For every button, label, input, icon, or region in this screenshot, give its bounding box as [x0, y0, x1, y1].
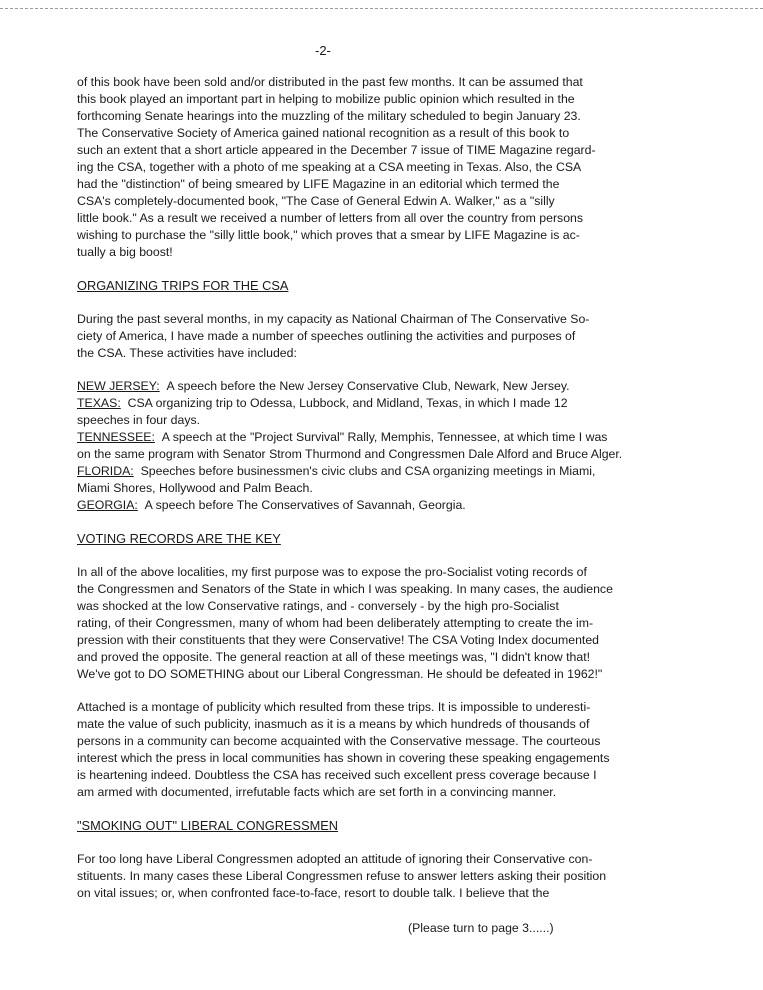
- activity-item-texas: [77, 395, 703, 429]
- text-line: stituents. In many cases these Liberal Congressmen refuse to answer letters asking their position: [77, 869, 607, 883]
- text-line: ciety of America, I have made a number of speeches outlining the activities and purposes of: [77, 329, 576, 343]
- intro-paragraph: [77, 74, 703, 261]
- activity-item-new-jersey: [77, 378, 703, 395]
- organizing-paragraph: [77, 311, 703, 362]
- text-line: had the "distinction" of being smeared by LIFE Magazine in an editorial which termed the: [77, 177, 560, 191]
- activity-item-georgia: [77, 497, 703, 514]
- activity-text: A speech at the "Project Survival" Rally, Memphis, Tennessee, at which time I was: [161, 430, 608, 444]
- text-line: We've got to DO SOMETHING about our Liberal Congressman. He should be defeated in 1962!": [77, 667, 603, 681]
- state-label: TEXAS:: [77, 396, 121, 410]
- text-line: is heartening indeed. Doubtless the CSA has received such excellent press coverage because I: [77, 768, 597, 782]
- page-number: -2-: [315, 43, 331, 58]
- text-line: interest which the press in local communities has shown in covering these speaking engagements: [77, 751, 610, 765]
- state-label: TENNESSEE:: [77, 430, 155, 444]
- activity-text: Speeches before businessmen's civic clubs and CSA organizing meetings in Miami,: [140, 464, 596, 478]
- activity-text: on the same program with Senator Strom Thurmond and Congressmen Dale Alford and Bruce Alger.: [77, 447, 623, 461]
- activity-text: CSA organizing trip to Odessa, Lubbock, and Midland, Texas, in which I made 12: [127, 396, 568, 410]
- text-line: mate the value of such publicity, inasmuch as it is a means by which hundreds of thousands of: [77, 717, 590, 731]
- section-heading-voting-records: VOTING RECORDS ARE THE KEY: [77, 531, 281, 546]
- state-label: NEW JERSEY:: [77, 379, 160, 393]
- text-line: am armed with documented, irrefutable facts which are set forth in a convincing manner.: [77, 785, 557, 799]
- text-line: wishing to purchase the "silly little book," which proves that a smear by LIFE Magazine is ac-: [77, 228, 580, 242]
- text-line: this book played an important part in helping to mobilize public opinion which resulted in the: [77, 92, 575, 106]
- continuation-note: (Please turn to page 3......): [408, 921, 554, 935]
- text-line: such an extent that a short article appeared in the December 7 issue of TIME Magazine regard-: [77, 143, 596, 157]
- text-line: Attached is a montage of publicity which resulted from these trips. It is impossible to underesti-: [77, 700, 591, 714]
- text-line: little book." As a result we received a number of letters from all over the country from persons: [77, 211, 584, 225]
- text-line: The Conservative Society of America gained national recognition as a result of this book to: [77, 126, 570, 140]
- page-top-edge: [0, 0, 763, 9]
- text-line: For too long have Liberal Congressmen adopted an attitude of ignoring their Conservative con-: [77, 852, 593, 866]
- section-heading-smoking-out: "SMOKING OUT" LIBERAL CONGRESSMEN: [77, 818, 339, 833]
- section-heading-organizing-trips: ORGANIZING TRIPS FOR THE CSA: [77, 278, 289, 293]
- text-line: on vital issues; or, when confronted face-to-face, resort to double talk. I believe that the: [77, 886, 550, 900]
- state-label: GEORGIA:: [77, 498, 138, 512]
- text-line: In all of the above localities, my first purpose was to expose the pro-Socialist voting records of: [77, 565, 587, 579]
- text-line: the Congressmen and Senators of the State in which I was speaking. In many cases, the audience: [77, 582, 613, 596]
- activity-text: speeches in four days.: [77, 413, 201, 427]
- text-line: rating, of their Congressmen, many of whom had been deliberately attempting to create the im-: [77, 616, 594, 630]
- activity-list: [77, 378, 703, 514]
- activity-text: Miami Shores, Hollywood and Palm Beach.: [77, 481, 313, 495]
- text-line: persons in a community can become acquainted with the Conservative message. The courteous: [77, 734, 601, 748]
- text-line: pression with their constituents that they were Conservative! The CSA Voting Index documented: [77, 633, 599, 647]
- activity-item-florida: [77, 463, 703, 497]
- text-line: CSA's completely-documented book, "The Case of General Edwin A. Walker," as a "silly: [77, 194, 555, 208]
- activity-item-tennessee: [77, 429, 703, 463]
- voting-paragraph-1: [77, 564, 703, 683]
- text-line: forthcoming Senate hearings into the muzzling of the military scheduled to begin January 23.: [77, 109, 581, 123]
- text-line: During the past several months, in my capacity as National Chairman of The Conservative So-: [77, 312, 590, 326]
- text-line: of this book have been sold and/or distributed in the past few months. It can be assumed that: [77, 75, 583, 89]
- document-body: [77, 74, 703, 902]
- text-line: tually a big boost!: [77, 245, 173, 259]
- state-label: FLORIDA:: [77, 464, 134, 478]
- activity-text: A speech before The Conservatives of Savannah, Georgia.: [144, 498, 466, 512]
- text-line: and proved the opposite. The general reaction at all of these meetings was, "I didn't know that!: [77, 650, 591, 664]
- smoking-out-paragraph: [77, 851, 703, 902]
- text-line: ing the CSA, together with a photo of me speaking at a CSA meeting in Texas. Also, the CSA: [77, 160, 582, 174]
- voting-paragraph-2: [77, 699, 703, 801]
- text-line: the CSA. These activities have included:: [77, 346, 297, 360]
- activity-text: A speech before the New Jersey Conservative Club, Newark, New Jersey.: [166, 379, 570, 393]
- text-line: was shocked at the low Conservative ratings, and - conversely - by the high pro-Socialist: [77, 599, 559, 613]
